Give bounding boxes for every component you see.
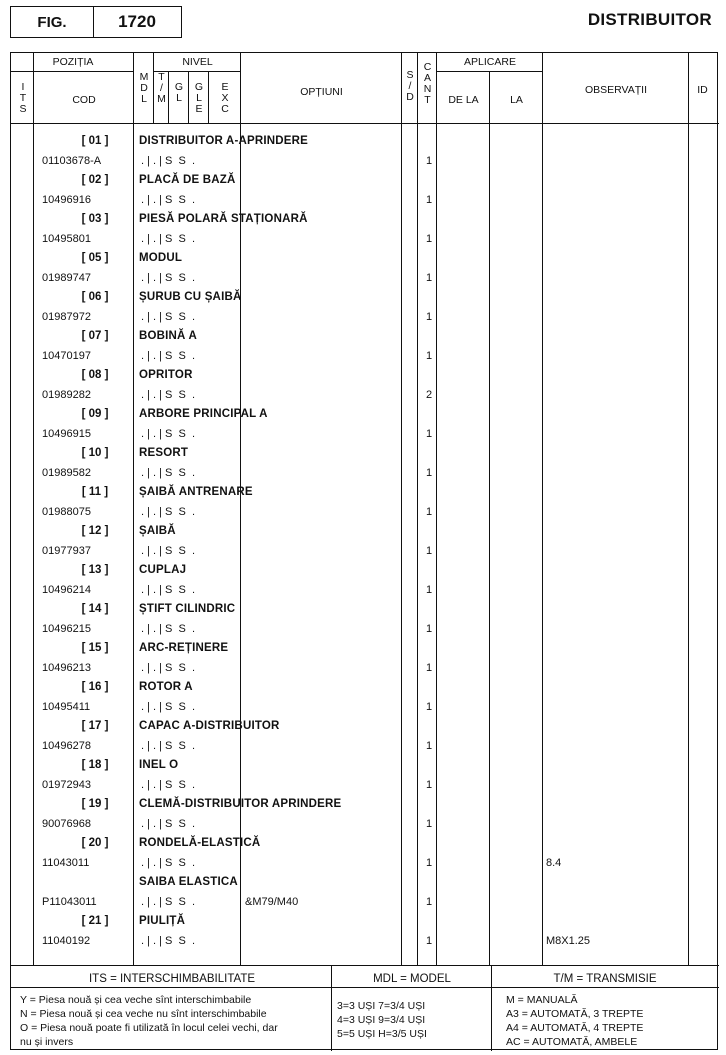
col-divider xyxy=(417,53,418,965)
header-gle: G L E xyxy=(194,81,204,115)
part-quantity: 1 xyxy=(425,857,433,869)
legend-its-line: Y = Piesa nouă și cea veche sînt interschimbabile xyxy=(20,994,252,1006)
part-position: [ 10 ] xyxy=(81,447,109,459)
part-position: [ 05 ] xyxy=(81,252,109,264)
col-divider xyxy=(401,53,402,965)
part-position: [ 19 ] xyxy=(81,798,109,810)
figure-label: FIG. xyxy=(11,7,94,37)
part-code: 01989747 xyxy=(42,272,91,284)
part-position: [ 16 ] xyxy=(81,681,109,693)
legend-tm-line: AC = AUTOMATĂ, AMBELE xyxy=(506,1036,638,1048)
part-name: ȘTIFT CILINDRIC xyxy=(139,603,236,615)
part-levels: . | . | S S . xyxy=(141,857,196,869)
part-quantity: 1 xyxy=(425,428,433,440)
part-position: [ 12 ] xyxy=(81,525,109,537)
part-position: [ 18 ] xyxy=(81,759,109,771)
part-quantity: 1 xyxy=(425,623,433,635)
figure-number: 1720 xyxy=(118,12,156,31)
legend-tm-line: A3 = AUTOMATĂ, 3 TREPTE xyxy=(506,1008,644,1020)
legend-mdl-line: 5=5 UȘI H=3/5 UȘI xyxy=(337,1028,427,1040)
part-quantity: 1 xyxy=(425,779,433,791)
part-quantity: 1 xyxy=(425,272,433,284)
part-options: &M79/M40 xyxy=(245,896,299,908)
header-la: LA xyxy=(510,94,523,106)
part-name: ȘAIBĂ ANTRENARE xyxy=(139,486,253,498)
col-divider xyxy=(33,53,34,965)
part-quantity: 1 xyxy=(425,701,433,713)
header-optiuni: OPȚIUNI xyxy=(300,86,343,98)
page-title: DISTRIBUITOR xyxy=(587,10,712,29)
part-name: BOBINĂ A xyxy=(139,330,198,342)
part-code: 01989282 xyxy=(42,389,91,401)
part-code: 10496278 xyxy=(42,740,91,752)
part-observation: M8X1.25 xyxy=(546,935,591,947)
legend-tm-line: M = MANUALĂ xyxy=(506,994,578,1006)
row-divider xyxy=(11,987,719,988)
part-position: [ 01 ] xyxy=(81,135,109,147)
part-quantity: 1 xyxy=(425,545,433,557)
part-levels: . | . | S S . xyxy=(141,779,196,791)
part-quantity: 1 xyxy=(425,467,433,479)
part-quantity: 1 xyxy=(425,194,433,206)
header-nivel: NIVEL xyxy=(182,56,213,68)
legend-its-title: ITS = INTERSCHIMBABILITATE xyxy=(88,973,256,985)
part-levels: . | . | S S . xyxy=(141,662,196,674)
part-position: [ 13 ] xyxy=(81,564,109,576)
part-name: OPRITOR xyxy=(139,369,193,381)
part-name: INEL O xyxy=(139,759,179,771)
part-name: ARC-REȚINERE xyxy=(139,642,229,654)
part-quantity: 1 xyxy=(425,233,433,245)
part-code: 01977937 xyxy=(42,545,91,557)
header-mdl: M D L xyxy=(139,71,149,105)
part-position: [ 14 ] xyxy=(81,603,109,615)
part-code: 11043011 xyxy=(42,857,90,869)
part-quantity: 2 xyxy=(425,389,433,401)
part-code: 10496915 xyxy=(42,428,91,440)
part-quantity: 1 xyxy=(425,935,433,947)
part-levels: . | . | S S . xyxy=(141,935,196,947)
part-name: CLEMĂ-DISTRIBUITOR APRINDERE xyxy=(139,798,342,810)
part-quantity: 1 xyxy=(425,740,433,752)
col-divider xyxy=(688,53,689,965)
row-divider xyxy=(11,123,719,124)
part-levels: . | . | S S . xyxy=(141,623,196,635)
part-position: [ 21 ] xyxy=(81,915,109,927)
part-levels: . | . | S S . xyxy=(141,155,196,167)
part-position: [ 17 ] xyxy=(81,720,109,732)
header-cant: C A N T xyxy=(423,61,432,106)
part-name: MODUL xyxy=(139,252,183,264)
legend-its-line: N = Piesa nouă și cea veche nu sînt interschimbabile xyxy=(20,1008,267,1020)
part-levels: . | . | S S . xyxy=(141,350,196,362)
part-name: RESORT xyxy=(139,447,189,459)
part-quantity: 1 xyxy=(425,662,433,674)
row-divider xyxy=(11,965,719,966)
part-levels: . | . | S S . xyxy=(141,818,196,830)
part-quantity: 1 xyxy=(425,584,433,596)
part-levels: . | . | S S . xyxy=(141,233,196,245)
part-levels: . | . | S S . xyxy=(141,896,196,908)
part-levels: . | . | S S . xyxy=(141,701,196,713)
header-exc: E X C xyxy=(221,81,229,115)
part-position: [ 02 ] xyxy=(81,174,109,186)
header-gl: G L xyxy=(174,81,184,104)
part-levels: . | . | S S . xyxy=(141,467,196,479)
legend-its-line: O = Piesa nouă poate fi utilizată în locul celei vechi, dar xyxy=(20,1022,278,1034)
part-name: ARBORE PRINCIPAL A xyxy=(139,408,268,420)
part-position: [ 08 ] xyxy=(81,369,109,381)
part-code: 01988075 xyxy=(42,506,91,518)
header-de-la: DE LA xyxy=(448,94,479,106)
legend-mdl-title: MDL = MODEL xyxy=(373,973,451,985)
part-levels: . | . | S S . xyxy=(141,545,196,557)
header-cod: COD xyxy=(72,94,96,106)
parts-table xyxy=(10,52,718,1050)
header-id: ID xyxy=(697,84,708,96)
part-name: PLACĂ DE BAZĂ xyxy=(139,174,236,186)
part-name: RONDELĂ-ELASTICĂ xyxy=(139,837,261,849)
part-quantity: 1 xyxy=(425,818,433,830)
col-divider xyxy=(133,53,134,965)
part-position: [ 20 ] xyxy=(81,837,109,849)
part-code: 10495411 xyxy=(42,701,91,713)
part-position: [ 06 ] xyxy=(81,291,109,303)
part-quantity: 1 xyxy=(425,155,433,167)
part-name: ȘURUB CU ȘAIBĂ xyxy=(139,291,242,303)
legend-mdl-line: 3=3 UȘI 7=3/4 UȘI xyxy=(337,1000,426,1012)
col-divider xyxy=(542,53,543,965)
part-name: ȘAIBĂ xyxy=(139,525,176,537)
part-code: 01987972 xyxy=(42,311,91,323)
part-name: PIESĂ POLARĂ STAȚIONARĂ xyxy=(139,213,308,225)
part-code: 10496215 xyxy=(42,623,91,635)
part-code: 10470197 xyxy=(42,350,91,362)
part-levels: . | . | S S . xyxy=(141,428,196,440)
header-observatii: OBSERVAȚII xyxy=(584,84,648,96)
part-name: CAPAC A-DISTRIBUITOR xyxy=(139,720,280,732)
part-code: 10496213 xyxy=(42,662,91,674)
legend-mdl-line: 4=3 UȘI 9=3/4 UȘI xyxy=(337,1014,426,1026)
part-levels: . | . | S S . xyxy=(141,311,196,323)
part-levels: . | . | S S . xyxy=(141,389,196,401)
part-position: [ 15 ] xyxy=(81,642,109,654)
part-levels: . | . | S S . xyxy=(141,272,196,284)
part-code: P11043011 xyxy=(42,896,97,908)
part-code: 10496214 xyxy=(42,584,91,596)
part-code: 10496916 xyxy=(42,194,91,206)
part-position: [ 11 ] xyxy=(81,486,109,498)
part-levels: . | . | S S . xyxy=(141,740,196,752)
row-divider xyxy=(436,71,542,72)
part-name: DISTRIBUITOR A-APRINDERE xyxy=(139,135,309,147)
part-levels: . | . | S S . xyxy=(141,506,196,518)
legend-its-line: nu și invers xyxy=(20,1036,74,1048)
part-levels: . | . | S S . xyxy=(141,584,196,596)
legend-tm-line: A4 = AUTOMATĂ, 4 TREPTE xyxy=(506,1022,644,1034)
part-levels: . | . | S S . xyxy=(141,194,196,206)
part-code: 01103678-A xyxy=(42,155,102,167)
header-its: I T S xyxy=(19,81,27,115)
part-name: ROTOR A xyxy=(139,681,193,693)
part-position: [ 07 ] xyxy=(81,330,109,342)
part-code: 01972943 xyxy=(42,779,91,791)
part-quantity: 1 xyxy=(425,350,433,362)
part-position: [ 09 ] xyxy=(81,408,109,420)
part-name: SAIBA ELASTICA xyxy=(139,876,238,888)
header-aplicare: APLICARE xyxy=(464,56,516,68)
part-position: [ 03 ] xyxy=(81,213,109,225)
legend-tm-title: T/M = TRANSMISIE xyxy=(553,973,657,985)
part-code: 01989582 xyxy=(42,467,91,479)
part-name: CUPLAJ xyxy=(139,564,187,576)
part-name: PIULIȚĂ xyxy=(139,915,186,927)
part-code: 11040192 xyxy=(42,935,91,947)
header-sd: S / D xyxy=(406,69,414,103)
header-tm: T / M xyxy=(157,71,166,105)
header-pozitia: POZIȚIA xyxy=(52,56,94,68)
part-code: 10495801 xyxy=(42,233,91,245)
row-divider xyxy=(11,71,133,72)
figure-number-box xyxy=(10,6,182,38)
col-divider xyxy=(489,71,490,965)
col-divider xyxy=(240,53,241,965)
part-quantity: 1 xyxy=(425,311,433,323)
part-quantity: 1 xyxy=(425,896,433,908)
part-observation: 8.4 xyxy=(546,857,562,869)
part-code: 90076968 xyxy=(42,818,91,830)
part-quantity: 1 xyxy=(425,506,433,518)
